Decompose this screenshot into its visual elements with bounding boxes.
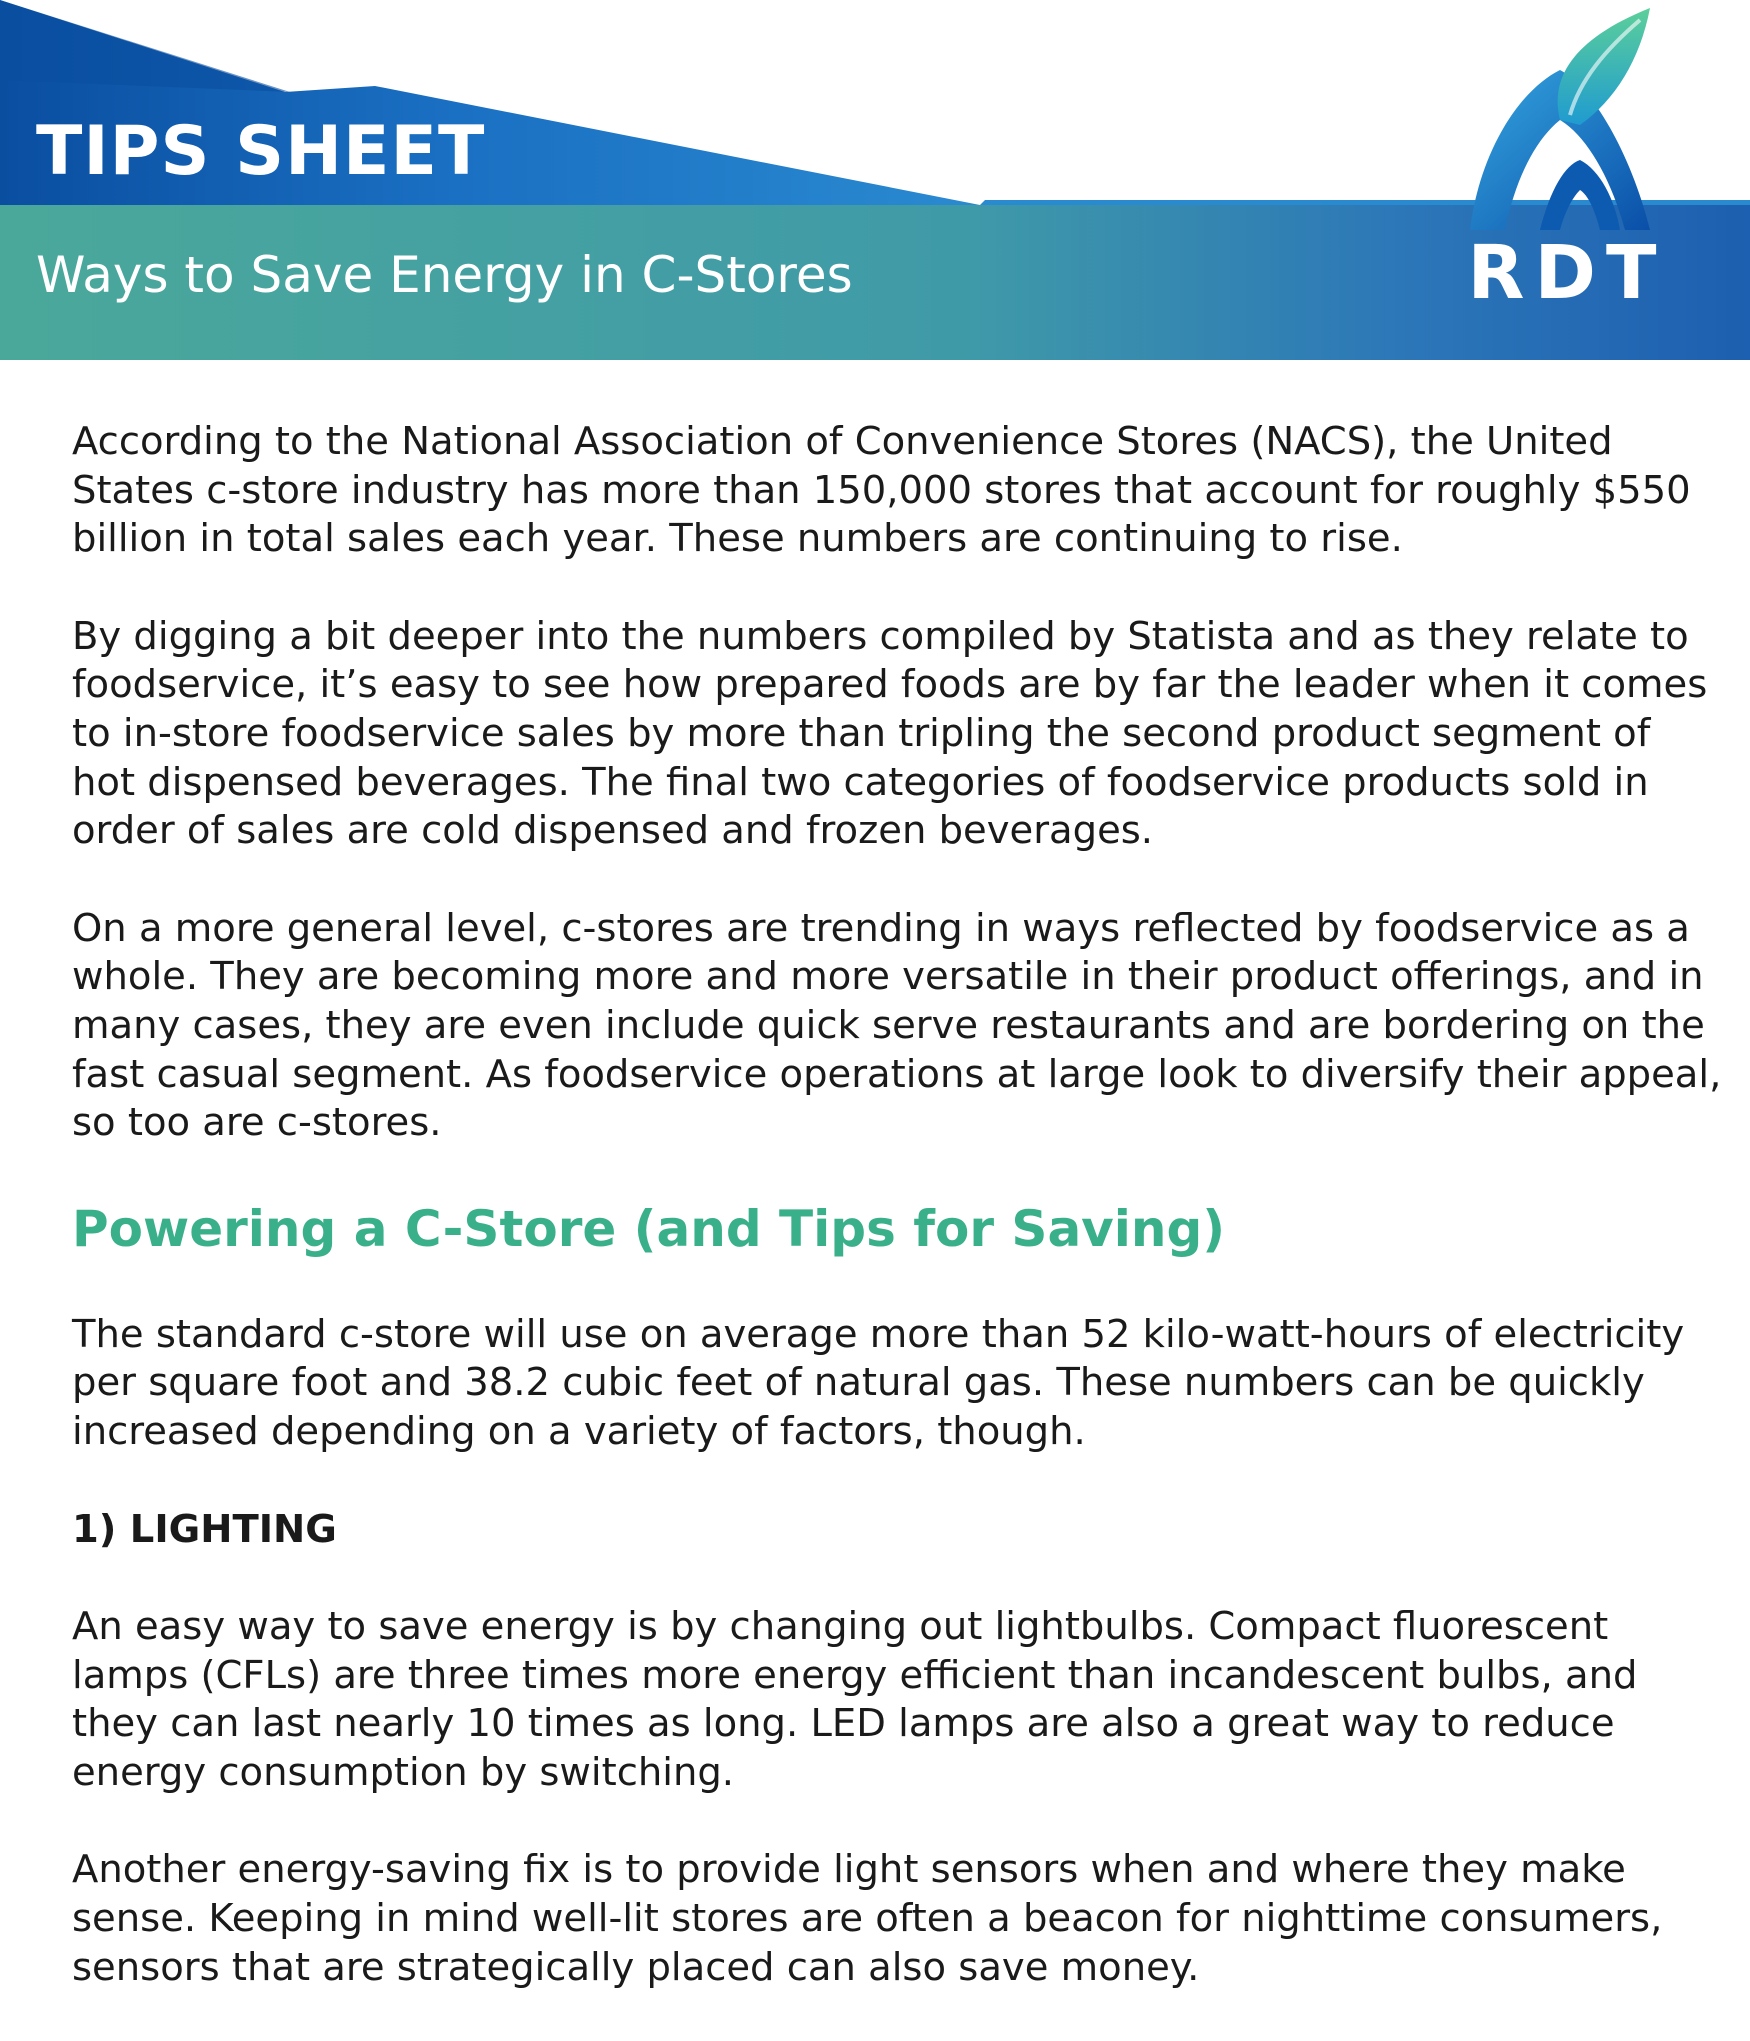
- intro-paragraph-2: By digging a bit deeper into the numbers compiled by Statista and as they relate to foodservice, it’s easy to see how prepared foods are by far the leader when it comes to in-store foodservice sales by more than tripling the second product segment of hot dispensed beverages. The final two categories of foodservice products sold in order of sales are cold dispensed and frozen beverages.: [72, 613, 1708, 854]
- subheading-lighting: 1) LIGHTING: [72, 1506, 337, 1552]
- document-body: [72, 418, 1722, 2041]
- rdt-logo-text: RDT: [1467, 230, 1667, 316]
- section-intro-paragraph: The standard c-store will use on average more than 52 kilo-watt-hours of electricity per square foot and 38.2 cubic feet of natural gas. These numbers can be quickly increased depending on a variety of factors, though.: [72, 1311, 1685, 1454]
- lighting-paragraph-1: An easy way to save energy is by changing out lightbulbs. Compact fluorescent lamps (CFLs) are three times more energy efficient than incandescent bulbs, and they can last nearly 10 times as long. LED lamps are also a great way to reduce energy consumption by switching.: [72, 1604, 1638, 1795]
- page-title: TIPS SHEET: [36, 112, 486, 191]
- page-subtitle: Ways to Save Energy in C-Stores: [36, 246, 853, 304]
- header-banner: [0, 0, 1750, 360]
- intro-paragraph-3: On a more general level, c-stores are trending in ways reflected by foodservice as a whole. They are becoming more and more versatile in their product offerings, and in many cases, they are even include quick serve restaurants and are bordering on the fast casual segment. As foodservice operations at large look to diversify their appeal, so too are c-stores.: [72, 905, 1722, 1146]
- lighting-paragraph-2: Another energy-saving fix is to provide light sensors when and where they make sense. Keeping in mind well-lit stores are often a beacon for nighttime consumers, sensors that are strategically placed can also save money.: [72, 1847, 1663, 1990]
- section-heading: Powering a C-Store (and Tips for Saving): [72, 1199, 1226, 1258]
- intro-paragraph-1: According to the National Association of Convenience Stores (NACS), the United States c-store industry has more than 150,000 stores that account for roughly $550 billion in total sales each year. These numbers are continuing to rise.: [72, 419, 1691, 562]
